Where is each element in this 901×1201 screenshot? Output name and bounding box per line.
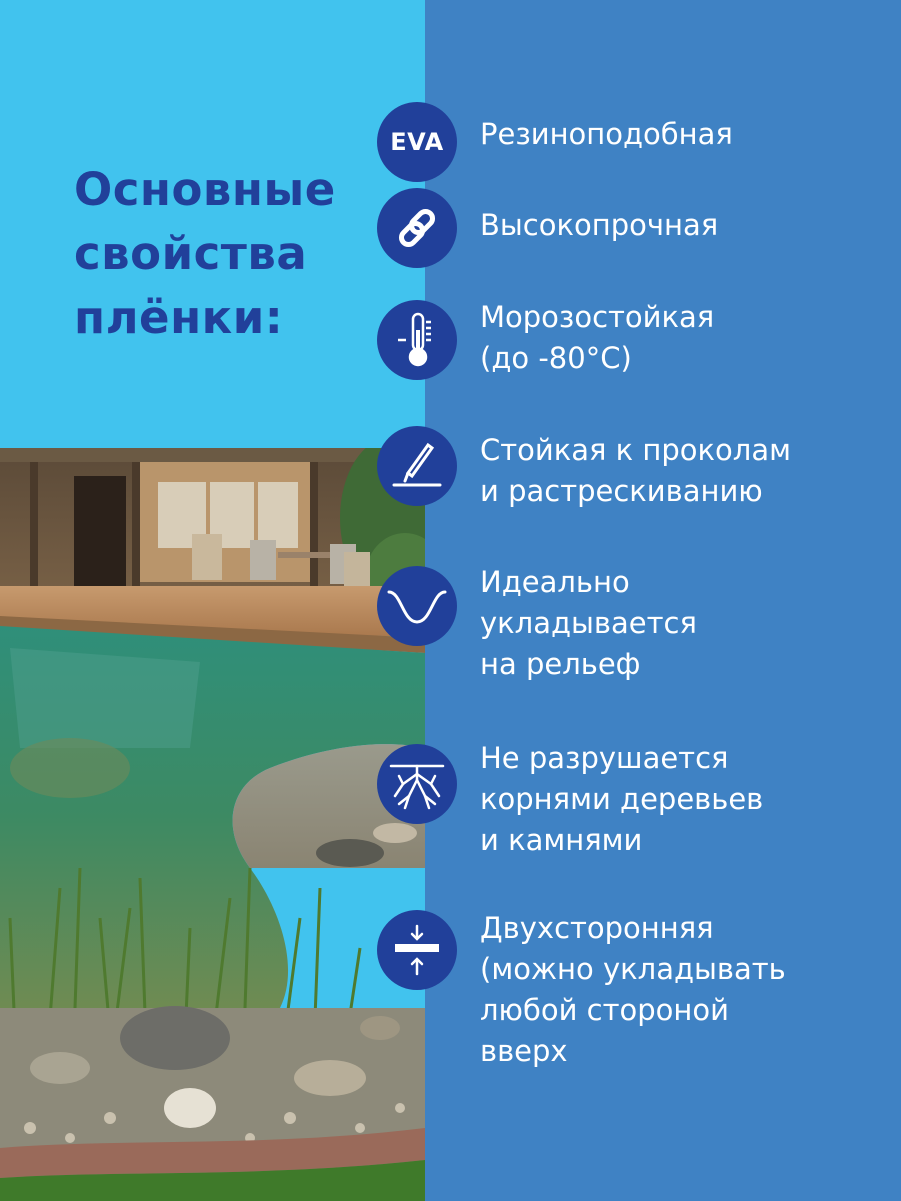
feature-line: Морозостойкая <box>480 300 715 334</box>
feature-text <box>480 562 697 685</box>
title-line: Основные <box>74 163 336 216</box>
page-title <box>74 158 414 350</box>
chain-link-icon <box>377 188 457 268</box>
title-line: плёнки: <box>74 291 284 344</box>
feature-line: укладывается <box>480 606 697 640</box>
feature-line: и камнями <box>480 823 643 857</box>
feature-text <box>480 430 791 512</box>
relief-curve-icon <box>377 566 457 646</box>
feature-text <box>480 205 718 246</box>
feature-line: Резиноподобная <box>480 117 733 151</box>
pond-photo <box>0 448 425 1201</box>
feature-line: Не разрушается <box>480 741 729 775</box>
feature-line: на рельеф <box>480 647 641 681</box>
thermometer-icon <box>377 300 457 380</box>
feature-line: Идеально <box>480 565 630 599</box>
double-sided-icon <box>377 910 457 990</box>
feature-line: Высокопрочная <box>480 208 719 242</box>
eva-badge-text: EVA <box>390 128 444 156</box>
feature-line: (до -80°C) <box>480 341 632 375</box>
feature-text <box>480 738 763 861</box>
eva-badge-icon <box>377 102 457 182</box>
feature-line: и растрескиванию <box>480 474 763 508</box>
tree-roots-icon <box>377 744 457 824</box>
feature-line: корнями деревьев <box>480 782 764 816</box>
feature-line: вверх <box>480 1034 568 1068</box>
feature-text <box>480 297 714 379</box>
feature-text <box>480 114 733 155</box>
feature-text <box>480 908 786 1072</box>
needle-puncture-icon <box>377 426 457 506</box>
feature-line: (можно укладывать <box>480 952 786 986</box>
feature-line: любой стороной <box>480 993 729 1027</box>
title-line: свойства <box>74 227 308 280</box>
feature-line: Двухсторонняя <box>480 911 714 945</box>
feature-line: Стойкая к проколам <box>480 433 791 467</box>
